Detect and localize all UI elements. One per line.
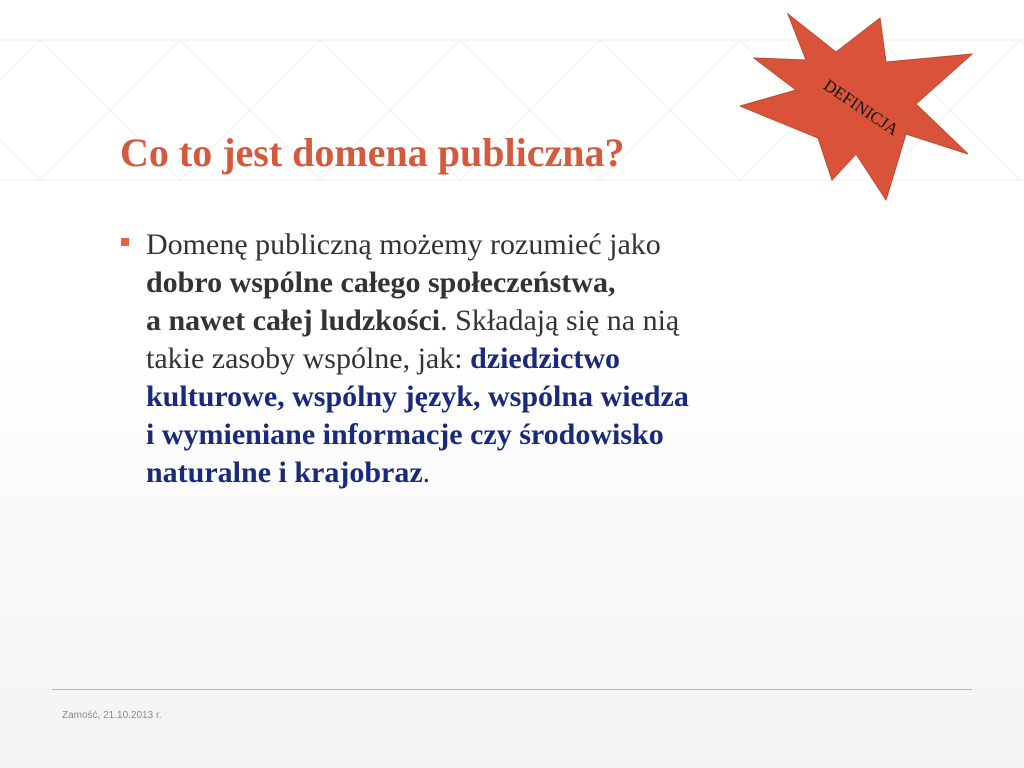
definition-starburst — [740, 8, 980, 208]
bullet-text-line — [146, 264, 886, 302]
bullet-text-segment: takie zasoby wspólne, jak: — [146, 342, 471, 375]
footer-date: Zamość, 21.10.2013 r. — [62, 710, 162, 721]
bullet-text-line — [146, 226, 886, 264]
bullet-text-segment: dobro wspólne całego społeczeństwa, — [146, 266, 616, 299]
bullet-text-segment: . — [422, 456, 431, 489]
bullet-text-segment: . Składają się na nią — [440, 304, 680, 337]
bullet-text-line — [146, 416, 886, 454]
bullet-text-segment: naturalne i krajobraz — [146, 456, 423, 489]
bullet-text-line — [146, 454, 886, 492]
bullet-text-line — [146, 378, 886, 416]
slide-title: Co to jest domena publiczna? — [120, 130, 625, 175]
bullet-text-line — [146, 302, 886, 340]
bullet-text — [146, 226, 886, 492]
bullet-text-segment: Domenę publiczną możemy rozumieć jako — [146, 228, 661, 261]
bullet-marker — [121, 238, 129, 246]
definition-badge-label: DEFINICJA — [820, 75, 903, 140]
bullet-text-line — [146, 340, 886, 378]
bullet-text-segment: i wymieniane informacje czy środowisko — [146, 418, 664, 451]
bullet-text-segment: dziedzictwo — [470, 342, 621, 375]
bullet-text-segment: a nawet całej ludzkości — [146, 304, 441, 337]
footer-divider — [52, 689, 972, 690]
bullet-text-segment: kulturowe, wspólny język, wspólna wiedza — [146, 380, 689, 413]
